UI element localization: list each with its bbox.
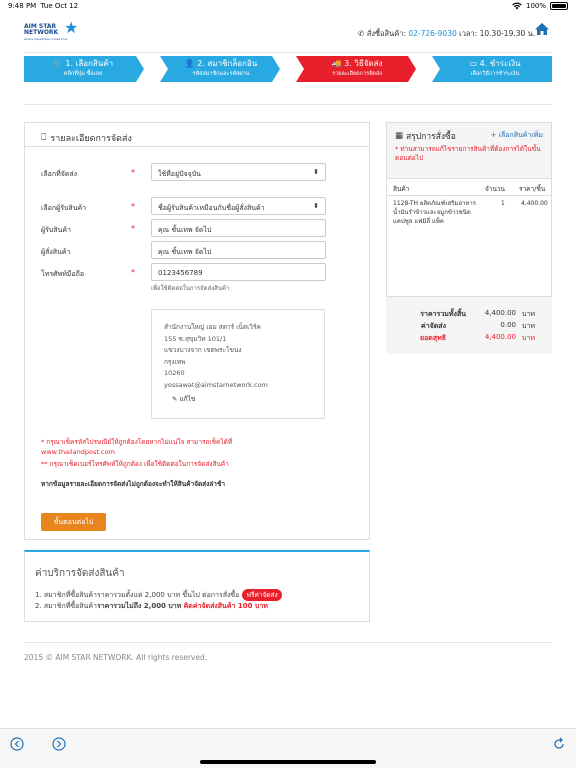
truck-icon: 🚚 — [331, 59, 342, 68]
reload-icon[interactable] — [552, 737, 566, 751]
hotline-hours: เวลา: 10.30-19.30 น. — [459, 29, 536, 38]
required-mark: * — [131, 168, 135, 177]
receiver-mode-label: เลือกผู้รับสินค้า — [41, 204, 87, 212]
ship-method-label: เลือกที่จัดส่ง — [41, 170, 78, 178]
status-right — [512, 2, 568, 10]
next-step-button[interactable]: ขั้นตอนต่อไป — [41, 513, 106, 531]
shipping-rule-2: 2. สมาชิกที่ซื้อสินค้าราคารวมไม่ถึง 2,000 บาท คิดค่าจัดส่งสินค้า 100 บาท — [35, 602, 268, 610]
cart-item-qty: 1 — [501, 200, 505, 207]
footer-divider — [24, 642, 552, 643]
battery-percent: 100% — [525, 2, 546, 10]
status-bar — [0, 0, 576, 12]
address-line: 155 ซ.สุขุมวิท 101/1 — [164, 334, 227, 343]
checkout-steps — [24, 56, 552, 82]
free-shipping-badge: ฟรีค่าจัดส่ง — [242, 589, 281, 601]
hotline-label: สั่งซื้อสินค้า: — [366, 29, 406, 38]
orderer-label: ผู้สั่งสินค้า — [41, 248, 71, 256]
copyright: 2015 © AIM STAR NETWORK. All rights reserved. — [24, 653, 208, 662]
star-icon: ★ — [64, 18, 79, 37]
brand-line2: NETWORK — [24, 29, 59, 36]
orderer-input[interactable]: คุณ ชั้นเทพ จัดไป — [151, 241, 326, 259]
summary-title: ▦ สรุปการสั่งซื้อ — [395, 131, 456, 142]
receiver-input[interactable]: คุณ ชั้นเทพ จัดไป — [151, 219, 326, 237]
address-line: แขวงบางจาก เขตพระโขนง — [164, 346, 242, 354]
site-header — [0, 12, 576, 52]
edit-address-link[interactable]: ✎ แก้ไข — [172, 395, 196, 403]
edit-icon: ✎ — [172, 395, 178, 403]
required-mark: * — [131, 224, 135, 233]
cart-icon: 🛒 — [52, 59, 63, 68]
summary-header — [387, 123, 551, 179]
forward-icon[interactable] — [52, 737, 66, 751]
panel-title: รายละเอียดการจัดส่ง — [50, 133, 132, 144]
brand-tagline: where happiness comes true — [24, 37, 68, 41]
home-indicator — [200, 760, 376, 764]
user-icon: 👤 — [184, 59, 195, 68]
content-divider — [24, 104, 552, 105]
status-time: 9:48 PM Tue Oct 12 — [8, 2, 79, 10]
battery-icon — [550, 2, 568, 10]
receiver-label: ผู้รับสินค้า — [41, 226, 71, 234]
wifi-icon — [512, 2, 522, 10]
receiver-mode-select[interactable]: ชื่อผู้รับสินค้าเหมือนกับชื่อผู้สั่งสินค้า ⬍ — [151, 197, 326, 215]
address-card — [151, 309, 325, 419]
delay-note: หากข้อมูลรายละเอียดการจัดส่งไม่ถูกต้องจะทำให้สินค้าจัดส่งล่าช้า — [41, 480, 226, 488]
cart-table-header — [387, 180, 551, 196]
step-member-login[interactable]: 👤 2. สมาชิกล็อกอิน รหัสสมาชิกและรหัสผ่าน — [184, 59, 258, 77]
address-line: สำนักงานใหญ่ เอม สตาร์ เน็ตเวิร์ค — [164, 323, 261, 331]
col-qty: จำนวน — [485, 185, 505, 193]
col-item: สินค้า — [393, 185, 410, 193]
shipping-rule-1: 1. สมาชิกที่ซื้อสินค้าราคารวมตั้งแต่ 2,000 บาท ขึ้นไป ต่อการสั่งซื้อ ฟรีค่าจัดส่ง — [35, 589, 282, 601]
brand-logo[interactable] — [24, 18, 94, 46]
address-line: 10260 — [164, 369, 185, 377]
summary-note: * ท่านสามารถแก้ไขรายการสินค้าที่ต้องการได้ในขั้นตอนต่อไป — [395, 145, 541, 162]
shipping-fee-panel — [24, 550, 370, 622]
panel-header — [25, 123, 369, 147]
cart-item-name: 1128-TH ผลิตภัณฑ์เสริมอาหาร น้ำมันรำข้าวและจมูกข้าวชนิดแคปซูล แฟมิลี่ แพ็ค — [393, 200, 476, 225]
order-totals: ราคารวมทั้งสิ้น 4,400.00 บาท ค่าจัดส่ง 0.00 บาท ยอดสุทธิ 4,400.00 บาท — [386, 296, 552, 354]
phone-label: โทรศัพท์มือถือ — [41, 270, 85, 278]
hotline — [358, 28, 535, 40]
back-icon[interactable] — [10, 737, 24, 751]
ship-method-select[interactable]: ใช้ที่อยู่ปัจจุบัน ⬍ — [151, 163, 326, 181]
home-icon[interactable] — [534, 22, 550, 36]
card-icon: ▭ — [469, 59, 478, 68]
add-more-products-link[interactable]: + เลือกสินค้าเพิ่ม — [490, 131, 543, 139]
hotline-phone[interactable]: 02-726-9030 — [408, 29, 457, 38]
col-price: ราคา/ชิ้น — [519, 185, 546, 193]
postal-note: * กรุณาเช็ครหัสไปรษณีย์ให้ถูกต้องโดยหากไม่แน่ใจ สามารถเช็คได้ที่ www.thailandpost.com — [41, 438, 233, 456]
phone-note: ** กรุณาเช็คเบอร์โทรศัพท์ให้ถูกต้อง เพื่อใช้ติดต่อในการจัดส่งสินค้า — [41, 460, 229, 468]
thailandpost-link[interactable]: www.thailandpost.com — [41, 448, 115, 456]
brand-line1: AIM STAR — [24, 23, 57, 30]
step-select-product[interactable]: 🛒 1. เลือกสินค้า คลิกที่ปุ่ม ซื้อเลย — [52, 59, 114, 77]
shipping-details-panel — [24, 122, 370, 540]
step-shipping[interactable]: 🚚 3. วิธีจัดส่ง รายละเอียดการจัดส่ง — [331, 59, 383, 77]
address-line: กรุงเทพ — [164, 357, 186, 366]
step-payment[interactable]: ▭ 4. ชำระเงิน เลือกวิธีการชำระเงิน — [469, 59, 521, 77]
phone-icon: ✆ — [358, 29, 365, 38]
phone-input[interactable]: 0123456789 — [151, 263, 326, 281]
cart-item-price: 4,400.00 — [521, 200, 548, 207]
header-divider — [24, 52, 552, 53]
required-mark: * — [131, 268, 135, 277]
required-mark: * — [131, 202, 135, 211]
address-email: yossawat@aimstarnetwork.com — [164, 380, 268, 389]
bookmark-icon: ⎕ — [41, 132, 47, 143]
calculator-icon: ▦ — [395, 131, 404, 141]
phone-hint: เพื่อใช้ติดต่อในการจัดส่งสินค้า — [151, 285, 230, 292]
shipping-fee-title: ค่าบริการจัดส่งสินค้า — [35, 568, 125, 579]
